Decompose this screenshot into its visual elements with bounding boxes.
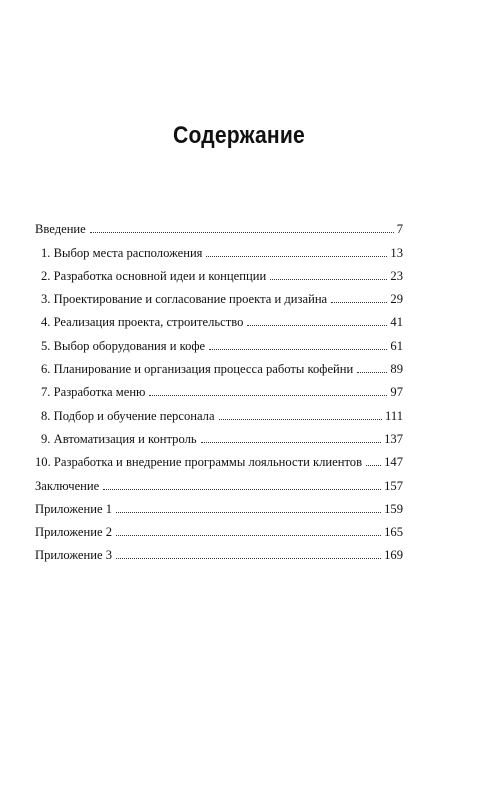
toc-entry-label: 5. Выбор оборудования и кофе — [41, 338, 206, 353]
dot-leader — [219, 418, 382, 420]
dot-leader — [247, 324, 387, 326]
dot-leader — [206, 255, 387, 257]
toc-entry-label: Приложение 2 — [35, 525, 113, 540]
toc-entry — [35, 516, 403, 539]
toc-entry-page-number: 89 — [390, 362, 403, 377]
toc-entry — [35, 353, 403, 376]
toc-entry-label: 2. Разработка основной идеи и концепции — [41, 268, 267, 283]
toc-entry — [35, 283, 403, 306]
toc-entry-page-number: 97 — [390, 385, 403, 400]
toc-entry-page-number: 13 — [390, 245, 403, 260]
toc-entry-label: 7. Разработка меню — [41, 385, 146, 400]
toc-entry-page-number: 147 — [384, 455, 403, 470]
toc-entry-label: 8. Подбор и обучение персонала — [41, 408, 215, 423]
dot-leader — [366, 464, 381, 466]
toc-entry — [35, 376, 403, 399]
dot-leader — [331, 301, 387, 303]
dot-leader — [149, 394, 387, 396]
dot-leader — [209, 348, 387, 350]
toc-entry-label: 4. Реализация проекта, строительство — [41, 315, 244, 330]
toc-entry-page-number: 137 — [384, 431, 403, 446]
toc-entry — [35, 399, 403, 422]
toc-entry-label: Введение — [35, 222, 86, 237]
toc-entry-page-number: 7 — [396, 222, 403, 237]
toc-entry-page-number: 41 — [390, 315, 403, 330]
toc-entry-page-number: 111 — [385, 408, 403, 423]
toc-entry — [35, 539, 403, 562]
toc-entry — [35, 260, 403, 283]
toc-entry-page-number: 169 — [384, 548, 403, 563]
toc-entry — [35, 493, 403, 516]
toc-entry-page-number: 29 — [390, 292, 403, 307]
toc-entry-page-number: 157 — [384, 478, 403, 493]
toc-entry-label: Приложение 3 — [35, 548, 113, 563]
toc-entry-label: 3. Проектирование и согласование проекта и дизайна — [41, 292, 328, 307]
toc-entry-label: 9. Автоматизация и контроль — [41, 431, 197, 446]
toc-entry — [35, 423, 403, 446]
toc-entry-page-number: 159 — [384, 501, 403, 516]
toc-entry-label: Заключение — [35, 478, 100, 493]
dot-leader — [103, 488, 381, 490]
dot-leader — [116, 511, 381, 513]
dot-leader — [116, 557, 381, 559]
page-title: Содержание — [173, 122, 305, 149]
toc-entry — [35, 329, 403, 352]
toc-entry-label: Приложение 1 — [35, 501, 113, 516]
dot-leader — [90, 231, 394, 233]
toc-entry — [35, 306, 403, 329]
dot-leader — [357, 371, 387, 373]
toc-entry — [35, 236, 403, 259]
toc-entry-page-number: 165 — [384, 525, 403, 540]
toc-entry — [35, 469, 403, 492]
toc-entry-page-number: 61 — [390, 338, 403, 353]
toc-entry — [35, 213, 403, 236]
dot-leader — [116, 534, 381, 536]
toc-entry-label: 6. Планирование и организация процесса работы кофейни — [41, 362, 354, 377]
dot-leader — [201, 441, 382, 443]
table-of-contents — [35, 213, 403, 562]
dot-leader — [270, 278, 387, 280]
toc-entry-page-number: 23 — [390, 268, 403, 283]
toc-entry-label: 10. Разработка и внедрение программы лояльности клиентов — [35, 455, 363, 470]
toc-entry — [35, 446, 403, 469]
toc-entry-label: 1. Выбор места расположения — [41, 245, 203, 260]
